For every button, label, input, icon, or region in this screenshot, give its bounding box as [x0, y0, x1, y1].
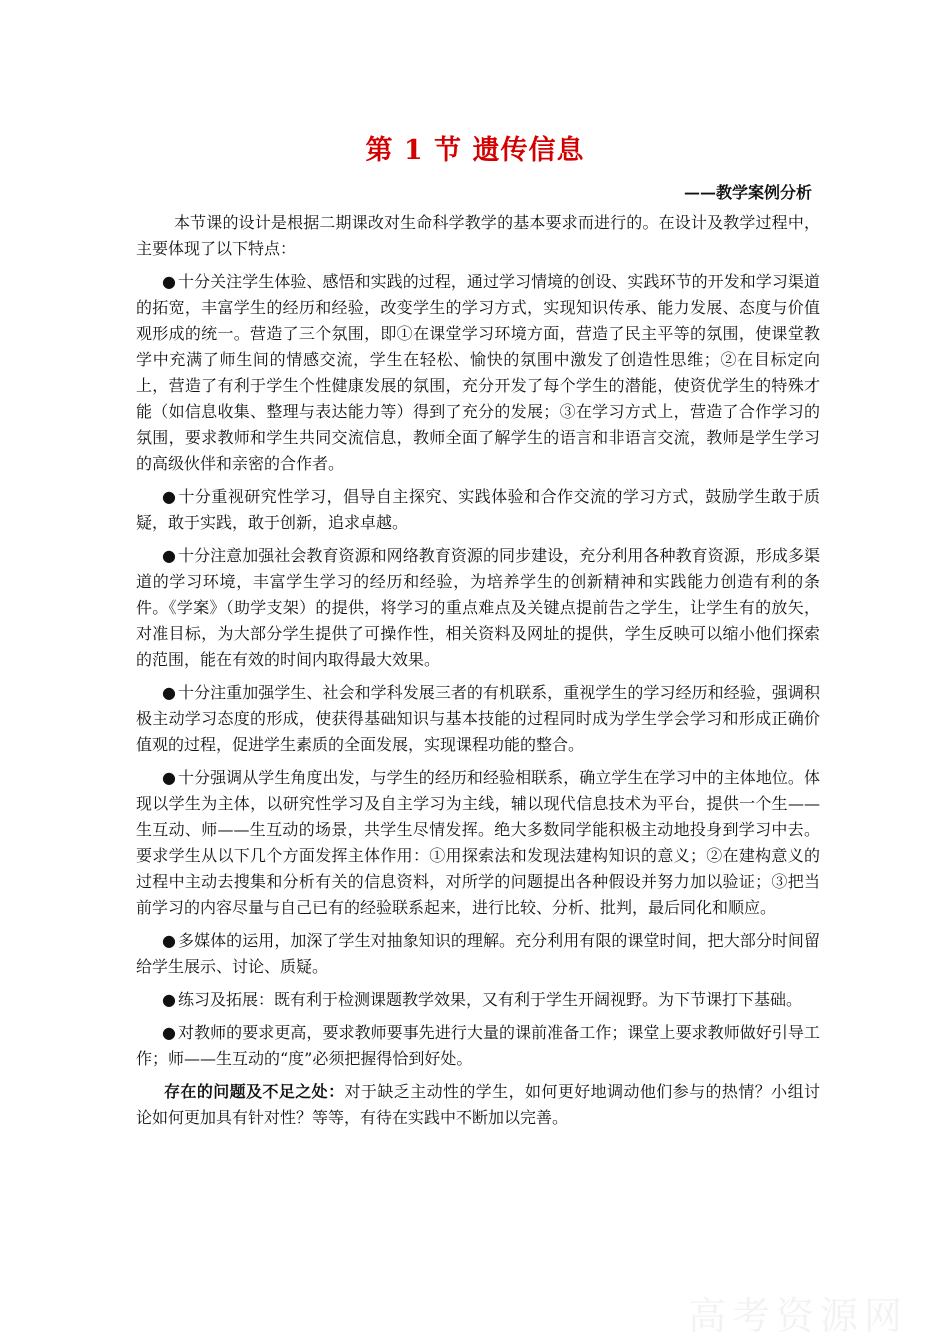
- page-title: 第 1 节 遗传信息: [365, 135, 585, 166]
- bullet-item: [136, 987, 820, 1013]
- bullet-icon: ●: [162, 768, 176, 787]
- bullet-icon: ●: [162, 272, 176, 291]
- bullet-text: 十分强调从学生角度出发，与学生的经历和经验相联系，确立学生在学习中的主体地位。体现以学生为主体，以研究性学习及自主学习为主线，辅以现代信息技术为平台，提供一个生——生互动、师——生互动的场景，共学生尽情发挥。绝大多数同学能积极主动地投身到学习中去。要求学生从以下几个方面发挥主体作用：①用探索法和发现法建构知识的意义；②在建构意义的过程中主动去搜集和分析有关的信息资料，对所学的问题提出各种假设并努力加以验证；③把当前学习的内容尽量与自己已有的经验联系起来，进行比较、分析、批判，最后同化和顺应。: [136, 768, 820, 917]
- bullet-item: [136, 269, 820, 477]
- bullet-icon: ●: [162, 990, 176, 1009]
- bullet-text: 十分重视研究性学习，倡导自主探究、实践体验和合作交流的学习方式，鼓励学生敢于质疑，敢于实践，敢于创新，追求卓越。: [136, 487, 820, 532]
- bullet-item: [136, 680, 820, 758]
- bullet-item: [136, 484, 820, 536]
- bullet-text: 十分注重加强学生、社会和学科发展三者的有机联系，重视学生的学习经历和经验，强调积极主动学习态度的形成，使获得基础知识与基本技能的过程同时成为学生学会学习和形成正确价值观的过程，促进学生素质的全面发展，实现课程功能的整合。: [136, 683, 820, 754]
- document-body: [136, 210, 820, 1138]
- bullet-item: [136, 928, 820, 980]
- bullet-icon: ●: [162, 1023, 176, 1042]
- bullet-item: [136, 765, 820, 921]
- bullet-icon: ●: [162, 487, 176, 506]
- bullet-icon: ●: [162, 546, 176, 565]
- bullet-icon: ●: [162, 931, 176, 950]
- closing-lead: 存在的问题及不足之处：: [164, 1082, 345, 1101]
- bullet-text: 练习及拓展：既有利于检测课题教学效果，又有利于学生开阔视野。为下节课打下基础。: [177, 990, 802, 1009]
- bullet-text: 十分注意加强社会教育资源和网络教育资源的同步建设，充分利用各种教育资源，形成多渠道的学习环境，丰富学生学习的经历和经验，为培养学生的创新精神和实践能力创造有利的条件。《学案》（助学支架）的提供，将学习的重点难点及关键点提前告之学生，让学生有的放矢，对准目标，为大部分学生提供了可操作性，相关资料及网址的提供，学生反映可以缩小他们探索的范围，能在有效的时间内取得最大效果。: [136, 546, 820, 669]
- bullet-text: 十分关注学生体验、感悟和实践的过程，通过学习情境的创设、实践环节的开发和学习渠道的拓宽，丰富学生的经历和经验，改变学生的学习方式，实现知识传承、能力发展、态度与价值观形成的统一。营造了三个氛围，即①在课堂学习环境方面，营造了民主平等的氛围，使课堂教学中充满了师生间的情感交流，学生在轻松、愉快的氛围中激发了创造性思维；②在目标定向上，营造了有利于学生个性健康发展的氛围，充分开发了每个学生的潜能，使资优学生的特殊才能（如信息收集、整理与表达能力等）得到了充分的发展；③在学习方式上，营造了合作学习的氛围，要求教师和学生共同交流信息，教师全面了解学生的语言和非语言交流，教师是学生学习的高级伙伴和亲密的合作者。: [136, 272, 820, 473]
- closing-text: 对于缺乏主动性的学生，如何更好地调动他们参与的热情？小组讨论如何更加具有针对性？等等，有待在实践中不断加以完善。: [136, 1082, 820, 1127]
- page-subtitle: ——教学案例分析: [683, 183, 812, 202]
- closing-paragraph: [136, 1079, 820, 1131]
- bullet-icon: ●: [162, 683, 176, 702]
- watermark-logo: 高考资源网: [687, 1294, 908, 1338]
- bullet-text: 对教师的要求更高，要求教师要事先进行大量的课前准备工作；课堂上要求教师做好引导工作；师——生互动的“度”必须把握得恰到好处。: [136, 1023, 820, 1068]
- bullet-item: [136, 543, 820, 673]
- bullet-item: [136, 1020, 820, 1072]
- bullet-text: 多媒体的运用，加深了学生对抽象知识的理解。充分利用有限的课堂时间，把大部分时间留给学生展示、讨论、质疑。: [136, 931, 820, 976]
- intro-paragraph: 本节课的设计是根据二期课改对生命科学教学的基本要求而进行的。在设计及教学过程中，主要体现了以下特点：: [136, 213, 820, 258]
